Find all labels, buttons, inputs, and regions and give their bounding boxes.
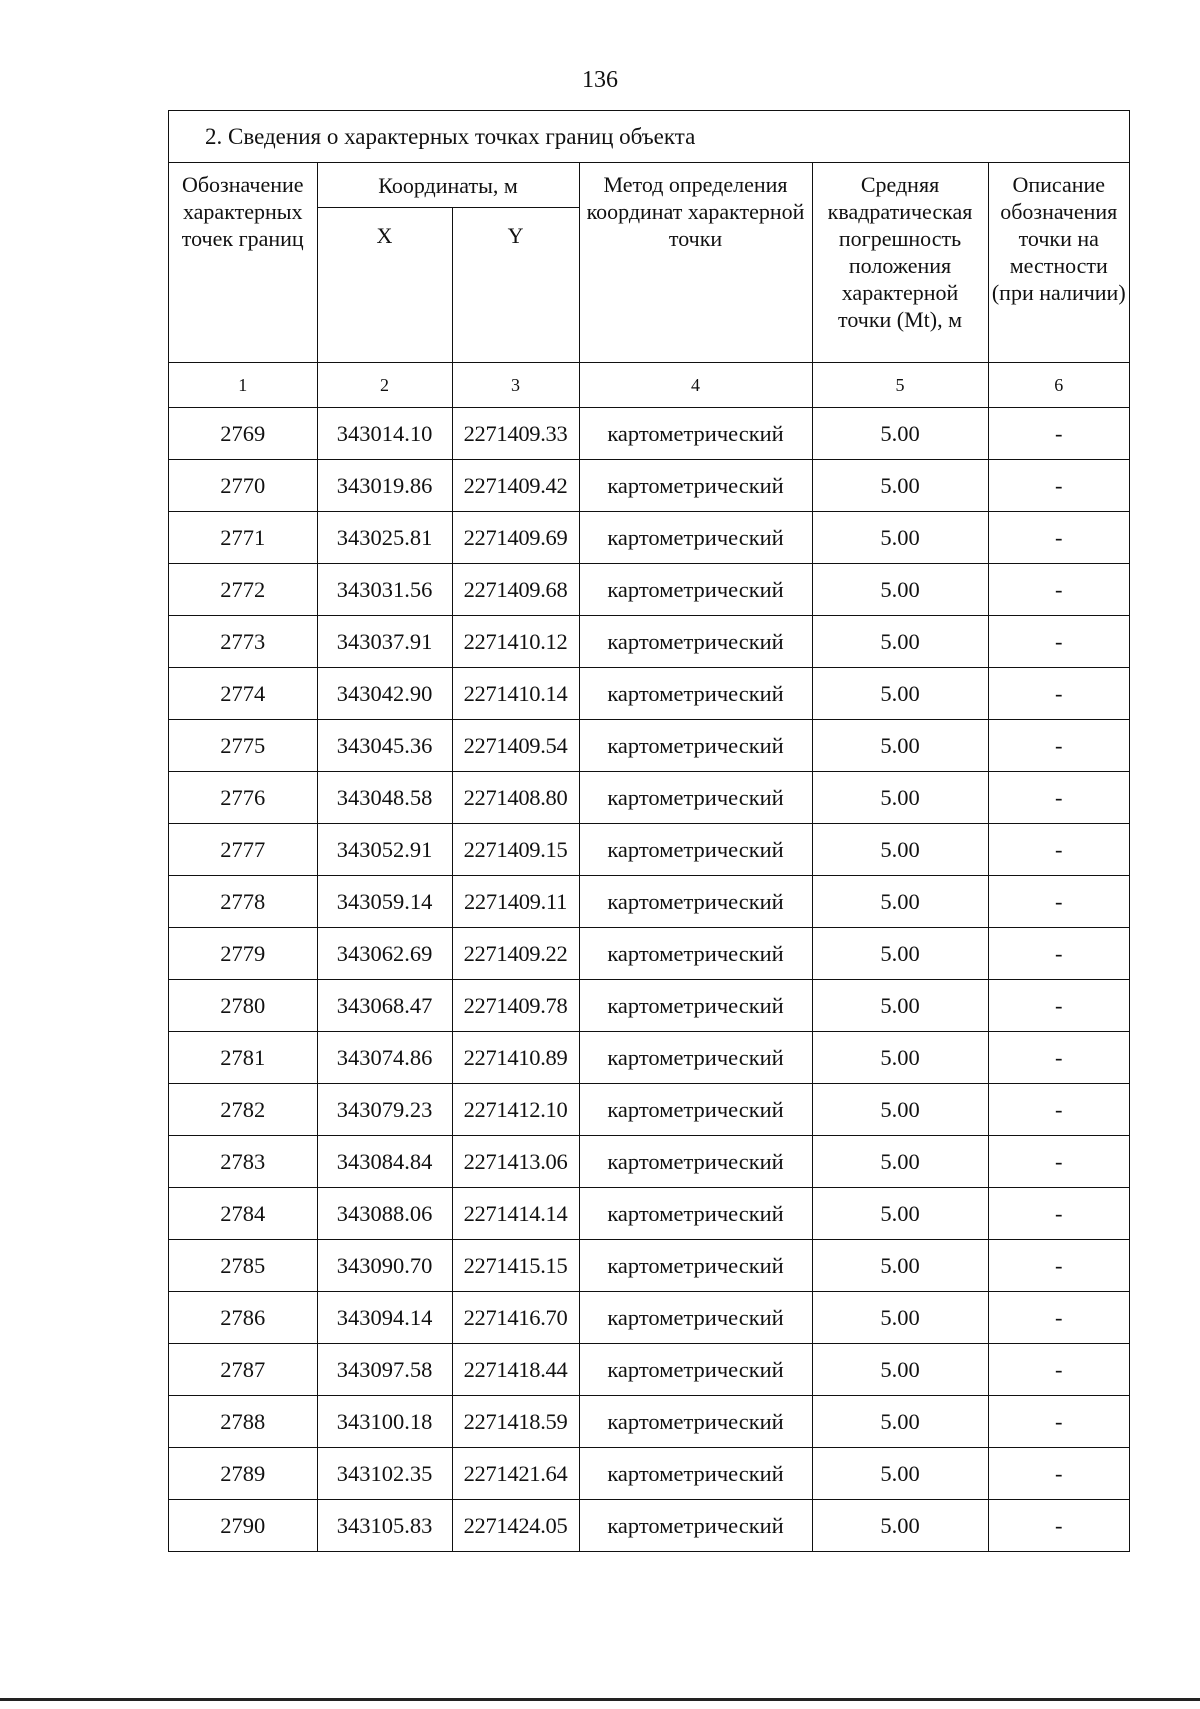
coordinate-y-cell: 2271418.59: [452, 1396, 579, 1448]
coordinate-x-cell: 343102.35: [317, 1448, 452, 1500]
method-cell: картометрический: [579, 928, 812, 980]
error-value-cell: 5.00: [812, 1032, 988, 1084]
table-row: [169, 1292, 1129, 1344]
description-cell: -: [988, 668, 1129, 720]
description-cell: -: [988, 616, 1129, 668]
column-number: 4: [579, 363, 812, 408]
point-number-cell: 2784: [169, 1188, 317, 1240]
table-row: [169, 1448, 1129, 1500]
header-mean-square-error: Средняя квадратическая погрешность положения характерной точки (Mt), м: [812, 163, 988, 363]
coordinate-y-cell: 2271409.42: [452, 460, 579, 512]
coordinate-y-cell: 2271410.12: [452, 616, 579, 668]
coordinate-x-cell: 343014.10: [317, 408, 452, 460]
point-number-cell: 2785: [169, 1240, 317, 1292]
boundary-points-table-section: [168, 110, 1130, 1552]
table-row: [169, 408, 1129, 460]
method-cell: картометрический: [579, 1032, 812, 1084]
point-number-cell: 2789: [169, 1448, 317, 1500]
error-value-cell: 5.00: [812, 1448, 988, 1500]
coordinate-x-cell: 343062.69: [317, 928, 452, 980]
description-cell: -: [988, 824, 1129, 876]
table-row: [169, 512, 1129, 564]
coordinate-y-cell: 2271415.15: [452, 1240, 579, 1292]
method-cell: картометрический: [579, 1396, 812, 1448]
coordinate-x-cell: 343019.86: [317, 460, 452, 512]
method-cell: картометрический: [579, 1448, 812, 1500]
table-row: [169, 720, 1129, 772]
point-number-cell: 2782: [169, 1084, 317, 1136]
method-cell: картометрический: [579, 1240, 812, 1292]
error-value-cell: 5.00: [812, 1240, 988, 1292]
error-value-cell: 5.00: [812, 1344, 988, 1396]
error-value-cell: 5.00: [812, 408, 988, 460]
table-row: [169, 1500, 1129, 1552]
method-cell: картометрический: [579, 616, 812, 668]
coordinate-x-cell: 343079.23: [317, 1084, 452, 1136]
coordinate-y-cell: 2271408.80: [452, 772, 579, 824]
description-cell: -: [988, 1344, 1129, 1396]
table-row: [169, 1084, 1129, 1136]
coordinate-y-cell: 2271421.64: [452, 1448, 579, 1500]
error-value-cell: 5.00: [812, 1188, 988, 1240]
coordinate-y-cell: 2271410.14: [452, 668, 579, 720]
table-body: [169, 408, 1129, 1552]
method-cell: картометрический: [579, 876, 812, 928]
method-cell: картометрический: [579, 564, 812, 616]
point-number-cell: 2770: [169, 460, 317, 512]
coordinate-x-cell: 343090.70: [317, 1240, 452, 1292]
method-cell: картометрический: [579, 1084, 812, 1136]
table-row: [169, 928, 1129, 980]
description-cell: -: [988, 1292, 1129, 1344]
description-cell: -: [988, 1032, 1129, 1084]
coordinate-x-cell: 343025.81: [317, 512, 452, 564]
coordinate-x-cell: 343097.58: [317, 1344, 452, 1396]
description-cell: -: [988, 1396, 1129, 1448]
coordinate-x-cell: 343031.56: [317, 564, 452, 616]
coordinate-x-cell: 343042.90: [317, 668, 452, 720]
description-cell: -: [988, 720, 1129, 772]
table-row: [169, 1188, 1129, 1240]
description-cell: -: [988, 1136, 1129, 1188]
coordinate-y-cell: 2271409.33: [452, 408, 579, 460]
coordinate-x-cell: 343052.91: [317, 824, 452, 876]
description-cell: -: [988, 772, 1129, 824]
header-description: Описание обозначения точки на местности (при наличии): [988, 163, 1129, 363]
method-cell: картометрический: [579, 824, 812, 876]
error-value-cell: 5.00: [812, 668, 988, 720]
boundary-points-table: [169, 163, 1129, 1551]
coordinate-y-cell: 2271412.10: [452, 1084, 579, 1136]
description-cell: -: [988, 564, 1129, 616]
point-number-cell: 2788: [169, 1396, 317, 1448]
description-cell: -: [988, 408, 1129, 460]
error-value-cell: 5.00: [812, 824, 988, 876]
coordinate-y-cell: 2271418.44: [452, 1344, 579, 1396]
point-number-cell: 2773: [169, 616, 317, 668]
error-value-cell: 5.00: [812, 876, 988, 928]
point-number-cell: 2776: [169, 772, 317, 824]
error-value-cell: 5.00: [812, 720, 988, 772]
coordinate-y-cell: 2271409.11: [452, 876, 579, 928]
error-value-cell: 5.00: [812, 1396, 988, 1448]
description-cell: -: [988, 1240, 1129, 1292]
description-cell: -: [988, 928, 1129, 980]
description-cell: -: [988, 980, 1129, 1032]
coordinate-x-cell: 343048.58: [317, 772, 452, 824]
coordinate-y-cell: 2271414.14: [452, 1188, 579, 1240]
table-row: [169, 876, 1129, 928]
coordinate-x-cell: 343037.91: [317, 616, 452, 668]
method-cell: картометрический: [579, 668, 812, 720]
method-cell: картометрический: [579, 1344, 812, 1396]
error-value-cell: 5.00: [812, 616, 988, 668]
point-number-cell: 2772: [169, 564, 317, 616]
error-value-cell: 5.00: [812, 1292, 988, 1344]
error-value-cell: 5.00: [812, 772, 988, 824]
column-number: 3: [452, 363, 579, 408]
description-cell: -: [988, 512, 1129, 564]
table-row: [169, 460, 1129, 512]
method-cell: картометрический: [579, 1188, 812, 1240]
coordinate-y-cell: 2271410.89: [452, 1032, 579, 1084]
description-cell: -: [988, 1500, 1129, 1552]
point-number-cell: 2781: [169, 1032, 317, 1084]
scan-edge-line: [0, 1698, 1200, 1701]
coordinate-y-cell: 2271409.69: [452, 512, 579, 564]
coordinate-y-cell: 2271409.54: [452, 720, 579, 772]
point-number-cell: 2787: [169, 1344, 317, 1396]
description-cell: -: [988, 876, 1129, 928]
coordinate-x-cell: 343088.06: [317, 1188, 452, 1240]
point-number-cell: 2778: [169, 876, 317, 928]
method-cell: картометрический: [579, 408, 812, 460]
error-value-cell: 5.00: [812, 1084, 988, 1136]
description-cell: -: [988, 1084, 1129, 1136]
table-row: [169, 564, 1129, 616]
coordinate-y-cell: 2271409.68: [452, 564, 579, 616]
error-value-cell: 5.00: [812, 928, 988, 980]
method-cell: картометрический: [579, 512, 812, 564]
column-number-row: [169, 363, 1129, 408]
table-row: [169, 668, 1129, 720]
column-number: 5: [812, 363, 988, 408]
coordinate-x-cell: 343068.47: [317, 980, 452, 1032]
point-number-cell: 2769: [169, 408, 317, 460]
header-x: X: [317, 208, 452, 363]
coordinate-x-cell: 343074.86: [317, 1032, 452, 1084]
coordinate-x-cell: 343059.14: [317, 876, 452, 928]
error-value-cell: 5.00: [812, 980, 988, 1032]
section-title: 2. Сведения о характерных точках границ объекта: [169, 111, 1129, 163]
table-row: [169, 980, 1129, 1032]
table-row: [169, 1240, 1129, 1292]
method-cell: картометрический: [579, 720, 812, 772]
description-cell: -: [988, 1188, 1129, 1240]
point-number-cell: 2771: [169, 512, 317, 564]
coordinate-x-cell: 343105.83: [317, 1500, 452, 1552]
point-number-cell: 2786: [169, 1292, 317, 1344]
error-value-cell: 5.00: [812, 564, 988, 616]
coordinate-y-cell: 2271409.78: [452, 980, 579, 1032]
point-number-cell: 2783: [169, 1136, 317, 1188]
header-method: Метод определения координат характерной точки: [579, 163, 812, 363]
header-point-designation: Обозначение характерных точек границ: [169, 163, 317, 363]
description-cell: -: [988, 460, 1129, 512]
method-cell: картометрический: [579, 460, 812, 512]
point-number-cell: 2790: [169, 1500, 317, 1552]
method-cell: картометрический: [579, 1500, 812, 1552]
coordinate-x-cell: 343045.36: [317, 720, 452, 772]
table-row: [169, 616, 1129, 668]
method-cell: картометрический: [579, 1136, 812, 1188]
error-value-cell: 5.00: [812, 512, 988, 564]
column-number: 1: [169, 363, 317, 408]
point-number-cell: 2774: [169, 668, 317, 720]
table-row: [169, 772, 1129, 824]
method-cell: картометрический: [579, 772, 812, 824]
coordinate-y-cell: 2271424.05: [452, 1500, 579, 1552]
header-y: Y: [452, 208, 579, 363]
method-cell: картометрический: [579, 980, 812, 1032]
error-value-cell: 5.00: [812, 1136, 988, 1188]
point-number-cell: 2779: [169, 928, 317, 980]
point-number-cell: 2775: [169, 720, 317, 772]
coordinate-y-cell: 2271416.70: [452, 1292, 579, 1344]
table-row: [169, 1136, 1129, 1188]
table-header: [169, 163, 1129, 408]
column-number: 2: [317, 363, 452, 408]
point-number-cell: 2777: [169, 824, 317, 876]
column-number: 6: [988, 363, 1129, 408]
coordinate-x-cell: 343084.84: [317, 1136, 452, 1188]
coordinate-x-cell: 343100.18: [317, 1396, 452, 1448]
table-row: [169, 824, 1129, 876]
description-cell: -: [988, 1448, 1129, 1500]
coordinate-y-cell: 2271409.15: [452, 824, 579, 876]
header-coordinates: Координаты, м: [317, 163, 579, 208]
error-value-cell: 5.00: [812, 460, 988, 512]
coordinate-y-cell: 2271409.22: [452, 928, 579, 980]
table-row: [169, 1396, 1129, 1448]
coordinate-y-cell: 2271413.06: [452, 1136, 579, 1188]
method-cell: картометрический: [579, 1292, 812, 1344]
error-value-cell: 5.00: [812, 1500, 988, 1552]
table-row: [169, 1344, 1129, 1396]
table-row: [169, 1032, 1129, 1084]
coordinate-x-cell: 343094.14: [317, 1292, 452, 1344]
page-number: 136: [582, 67, 618, 93]
point-number-cell: 2780: [169, 980, 317, 1032]
